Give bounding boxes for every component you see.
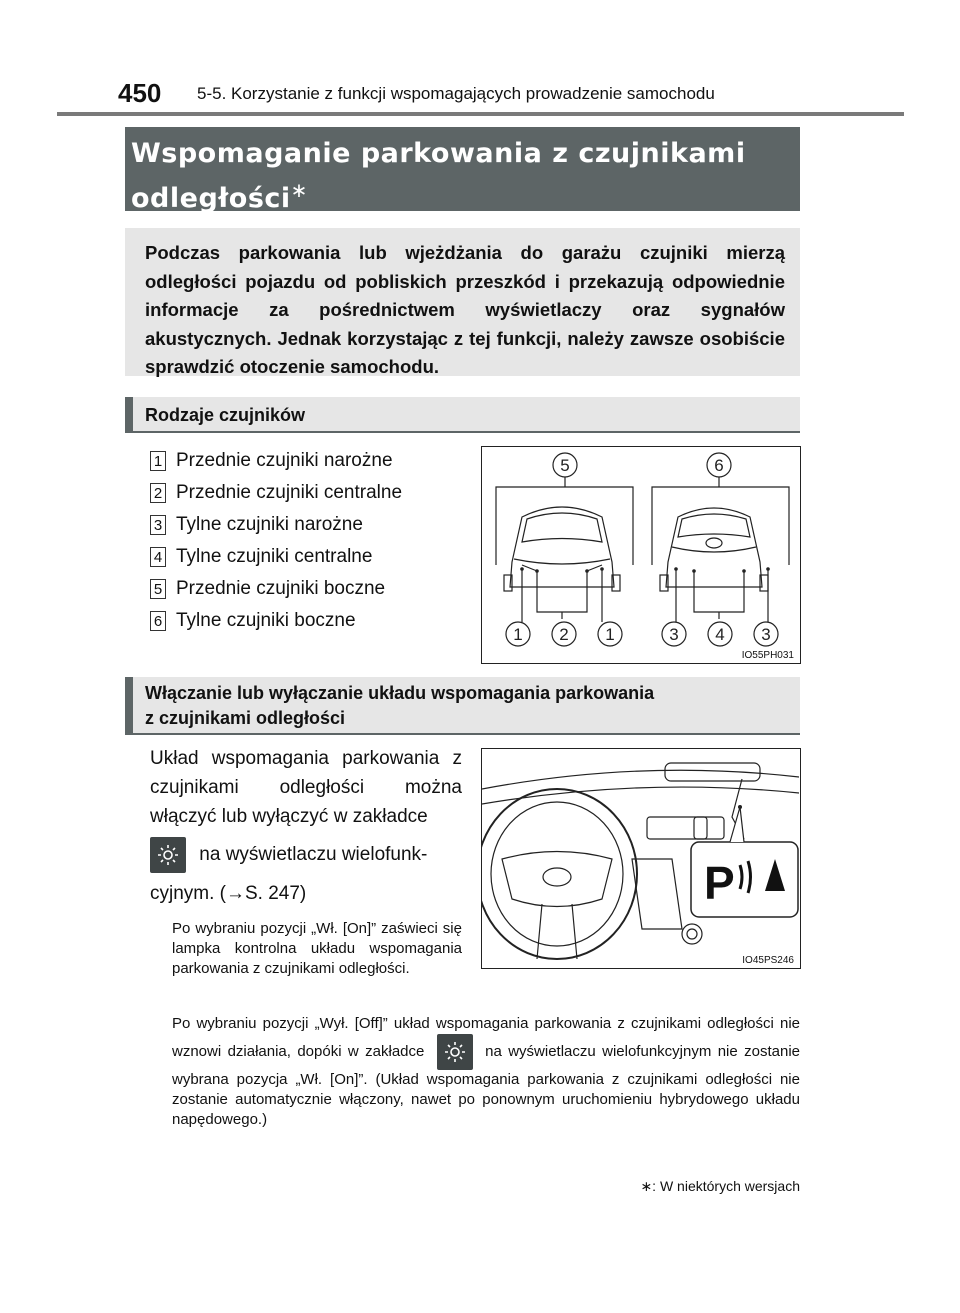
dashboard-illustration <box>482 749 799 967</box>
callout-2: 2 <box>559 625 569 644</box>
callout-6: 6 <box>714 456 724 475</box>
settings-gear-icon <box>437 1034 473 1070</box>
callout-3-right: 3 <box>761 625 771 644</box>
note-off-text-a: Po wybraniu pozycji „Wył. [Off]” układ wspomagania parkowania z czujnikami odległości nie wznowi działania, dopóki w zakładce <box>172 1015 800 1060</box>
settings-line <box>150 835 462 875</box>
page-number: 450 <box>118 78 162 108</box>
list-item <box>150 544 372 570</box>
list-item <box>150 576 385 602</box>
header-rule <box>57 112 904 116</box>
rear-window <box>678 514 750 537</box>
paragraph-text-a: Układ wspomagania parkowania z czujnikami odległości można włączyć lub wyłączyć w zakładce <box>150 748 462 827</box>
figure-code: IO55PH031 <box>741 650 794 661</box>
side-sensor-bracket-front <box>496 487 633 565</box>
callout-1-left: 1 <box>513 625 523 644</box>
item-label: Tylne czujniki centralne <box>176 546 373 567</box>
page-reference[interactable]: S. 247) <box>245 883 307 904</box>
note-on: Po wybraniu pozycji „Wł. [On]” zaświeci się lampka kontrolna układu wspomagania parkowania z czujnikami odległości. <box>172 920 462 977</box>
section-bar <box>125 677 133 735</box>
list-item <box>150 480 402 506</box>
item-label: Przednie czujniki boczne <box>176 578 386 599</box>
note-off <box>172 1014 800 1130</box>
section-header-toggle <box>125 677 800 735</box>
intro-text: Podczas parkowania lub wjeżdżania do garażu czujniki mierzą odległości pojazdu od pobliskich przeszkód i przekazują odpowiednie informacje za pośrednictwem wyświetlaczy oraz sygnałów akustycznych. Jednak korzystając z tej funkcji, należy zawsze osobiście sprawdzić otoczenie samochodu. <box>145 242 785 377</box>
front-car-body <box>510 507 614 587</box>
callout-3-left: 3 <box>669 625 679 644</box>
side-sensor-bracket-rear <box>652 487 789 565</box>
arrow-symbol: → <box>226 883 245 904</box>
parking-indicator-letter: P <box>704 857 735 909</box>
section-title <box>131 136 791 217</box>
item-number: 2 <box>150 483 166 503</box>
star-mark: ∗ <box>290 178 308 202</box>
section-heading-line2: z czujnikami odległości <box>145 708 346 728</box>
item-label: Przednie czujniki narożne <box>176 450 393 471</box>
paragraph-text-b: na wyświetlaczu wielofunk- <box>199 844 428 865</box>
item-label: Przednie czujniki centralne <box>176 482 403 503</box>
item-label: Tylne czujniki boczne <box>176 610 356 631</box>
section-heading <box>145 681 654 731</box>
paragraph-text-c: cyjnym. ( <box>150 883 226 904</box>
item-number: 5 <box>150 579 166 599</box>
toggle-paragraph <box>150 744 462 908</box>
item-number: 4 <box>150 547 166 567</box>
callout-1-right: 1 <box>605 625 615 644</box>
item-number: 6 <box>150 611 166 631</box>
list-item <box>150 512 363 538</box>
section-title-line2 <box>131 172 791 217</box>
item-number: 1 <box>150 451 166 471</box>
chapter-header: 5-5. Korzystanie z funkcji wspomagających prowadzenie samochodu <box>197 84 715 103</box>
sensor-location-figure <box>481 446 801 664</box>
section-underline <box>125 733 800 735</box>
list-item <box>150 608 356 634</box>
note-off-text-b: na wyświetlaczu wielofunkcyjnym nie zostanie wybrana pozycja „Wł. [On]”. (Układ wspomagania parkowania z czujnikami odległości nie zostanie automatycznie włączony, nawet po ponownym uruchomieniu hybrydowego układu napędowego.) <box>172 1042 800 1128</box>
section-header-sensor-types <box>125 397 800 433</box>
front-windshield <box>522 513 602 542</box>
section-title-line2-text: odległości <box>131 183 291 214</box>
item-number: 3 <box>150 515 166 535</box>
callout-5: 5 <box>560 456 570 475</box>
footnote: ∗: W niektórych wersjach <box>640 1178 800 1194</box>
list-item <box>150 448 393 474</box>
section-bar <box>125 397 133 433</box>
car-sensors-illustration <box>482 447 799 662</box>
section-title-line1: Wspomaganie parkowania z czujnikami <box>131 138 746 169</box>
settings-gear-icon <box>150 837 186 873</box>
section-heading-line1: Włączanie lub wyłączanie układu wspomagania parkowania <box>145 683 655 703</box>
dashboard-figure <box>481 748 801 969</box>
section-underline <box>125 431 800 433</box>
section-heading: Rodzaje czujników <box>145 405 306 425</box>
figure-code: IO45PS246 <box>742 955 794 966</box>
item-label: Tylne czujniki narożne <box>176 514 363 535</box>
callout-4: 4 <box>715 625 725 644</box>
